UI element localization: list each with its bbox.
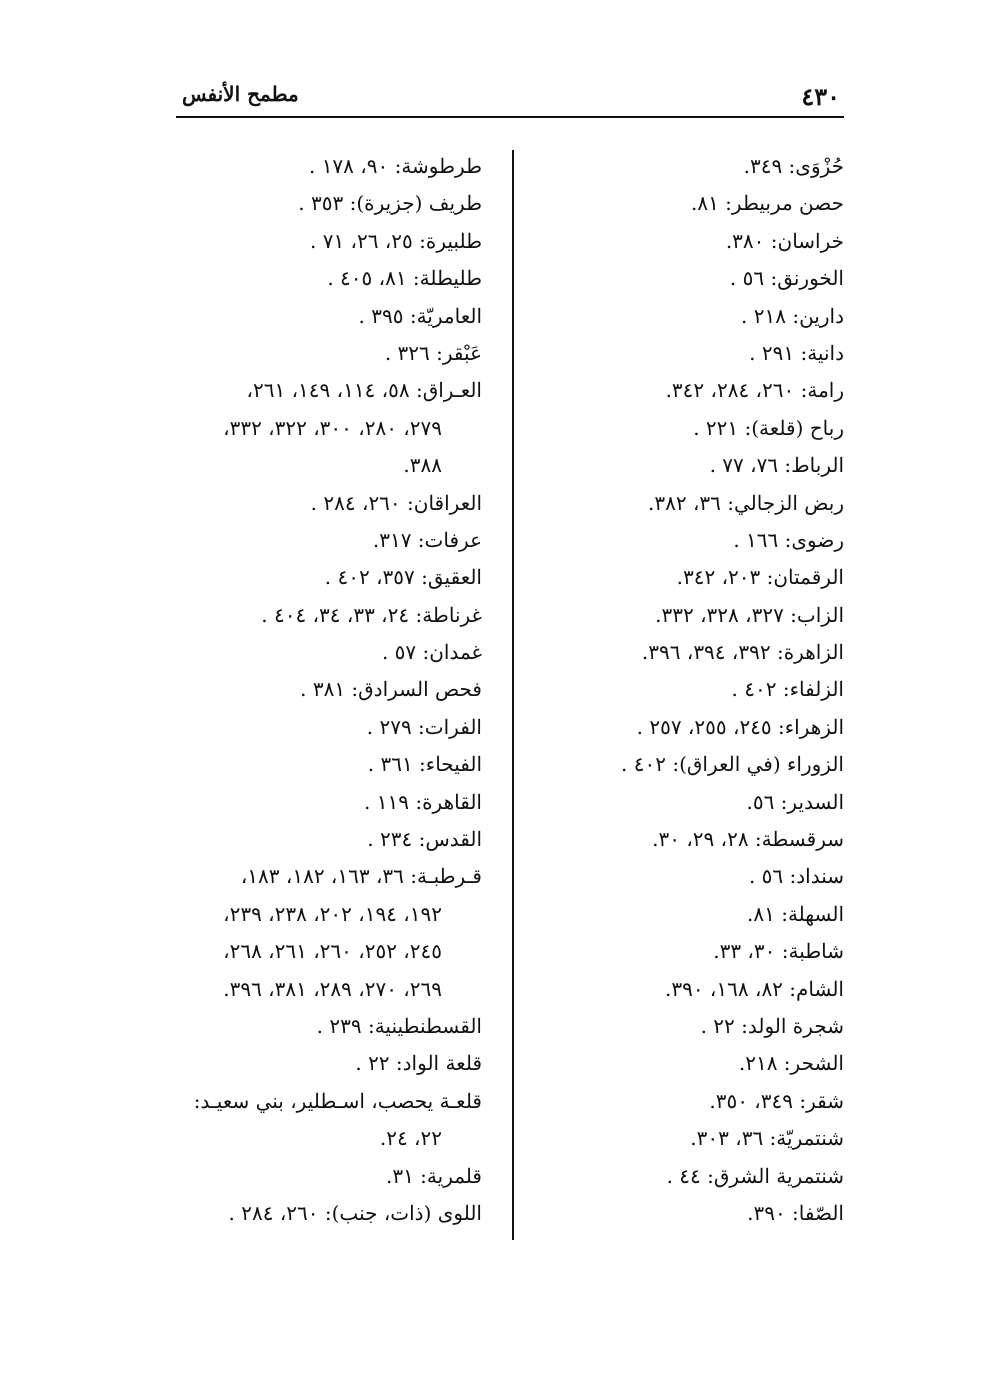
index-entry: قـرطبـة: ٣٦، ١٦٣، ١٨٢، ١٨٣، xyxy=(240,864,482,889)
index-entry: الزلفاء: ٤٠٢ . xyxy=(731,677,844,702)
index-entry: قلمرية: ٣١. xyxy=(385,1163,482,1188)
index-entry: حُزْوَى: ٣٤٩. xyxy=(743,154,844,178)
page-number: ٤٣٠ xyxy=(801,82,840,111)
index-entry: الفرات: ٢٧٩ . xyxy=(366,714,482,739)
index-entry: طرطوشة: ٩٠، ١٧٨ . xyxy=(308,154,482,178)
index-entry-continuation: ٢٤٥، ٢٥٢، ٢٦٠، ٢٦١، ٢٦٨، xyxy=(223,939,442,964)
index-entry: الرقمتان: ٢٠٣، ٣٤٢. xyxy=(676,565,844,590)
index-entry: غرناطة: ٢٤، ٣٣، ٣٤، ٤٠٤ . xyxy=(261,602,482,627)
running-title: مطمح الأنفس xyxy=(182,82,299,106)
index-entry: الزهراء: ٢٤٥، ٢٥٥، ٢٥٧ . xyxy=(636,714,844,739)
index-entry: سنداد: ٥٦ . xyxy=(748,864,844,889)
index-entry: فحص السرادق: ٣٨١ . xyxy=(300,677,482,702)
index-entry: شقر: ٣٤٩، ٣٥٠. xyxy=(709,1088,844,1113)
index-entry: الخورنق: ٥٦ . xyxy=(729,266,844,291)
index-entry: خراسان: ٣٨٠. xyxy=(725,228,844,253)
index-entry-continuation: ١٩٢، ١٩٤، ٢٠٢، ٢٣٨، ٢٣٩، xyxy=(223,901,442,926)
index-entry: السهلة: ٨١. xyxy=(747,901,844,926)
index-entry-continuation: ٢٢، ٢٤. xyxy=(379,1126,442,1151)
index-entry: العامريّة: ٣٩٥ . xyxy=(358,303,482,328)
page-header xyxy=(176,78,844,118)
index-entry: شنتمريّة: ٣٦، ٣٠٣. xyxy=(690,1126,844,1151)
index-entry: السدير: ٥٦. xyxy=(746,789,844,814)
index-entry: العراقان: ٢٦٠، ٢٨٤ . xyxy=(310,490,482,515)
index-entry: الزاب: ٣٢٧، ٣٢٨، ٣٣٢. xyxy=(655,602,844,627)
index-entry: عرفات: ٣١٧. xyxy=(372,527,482,552)
index-entry: ربض الزجالي: ٣٦، ٣٨٢. xyxy=(648,490,844,515)
index-entry: شاطبة: ٣٠، ٣٣. xyxy=(713,939,844,964)
index-entry: شجرة الولد: ٢٢ . xyxy=(700,1013,844,1038)
index-entry: الزوراء (في العراق): ٤٠٢ . xyxy=(621,752,844,777)
index-entry: الزاهرة: ٣٩٢، ٣٩٤، ٣٩٦. xyxy=(641,640,844,665)
index-entry: العقيق: ٣٥٧، ٤٠٢ . xyxy=(324,565,482,590)
index-entry: رضوى: ١٦٦ . xyxy=(733,527,844,552)
index-entry: الرباط: ٧٦، ٧٧ . xyxy=(709,453,844,478)
index-entry: القاهرة: ١١٩ . xyxy=(364,789,482,814)
index-entry: العـراق: ٥٨، ١١٤، ١٤٩، ٢٦١، xyxy=(246,378,482,403)
index-entry: القسطنطينية: ٢٣٩ . xyxy=(316,1013,482,1038)
index-entry-continuation: ٣٨٨. xyxy=(403,453,442,478)
index-entry-continuation: ٢٧٩، ٢٨٠، ٣٠٠، ٣٢٢، ٣٣٢، xyxy=(223,415,442,440)
index-entry: الفيحاء: ٣٦١ . xyxy=(367,752,482,777)
index-column-left xyxy=(152,148,482,1232)
index-entry: قلعـة يحصب، اسـطلير، بني سعيـد: xyxy=(193,1088,482,1113)
index-entry: شنتمرية الشرق: ٤٤ . xyxy=(666,1163,844,1188)
index-entry: دانية: ٢٩١ . xyxy=(749,340,844,365)
index-column-right xyxy=(524,148,844,1232)
index-entry: اللوى (ذات، جنب): ٢٦٠، ٢٨٤ . xyxy=(228,1200,482,1225)
index-entry: دارين: ٢١٨ . xyxy=(741,303,844,328)
index-entry: طريف (جزيرة): ٣٥٣ . xyxy=(298,191,482,216)
index-entry: الشام: ٨٢، ١٦٨، ٣٩٠. xyxy=(664,976,844,1001)
index-entry: حصن مربيطر: ٨١. xyxy=(690,191,844,216)
index-entry: سرقسطة: ٢٨، ٢٩، ٣٠. xyxy=(652,827,844,852)
index-entry: قلعة الواد: ٢٢ . xyxy=(355,1051,482,1076)
index-entry: رباح (قلعة): ٢٢١ . xyxy=(693,415,844,440)
index-entry: القدس: ٢٣٤ . xyxy=(367,827,482,852)
column-divider xyxy=(512,150,514,1240)
index-entry: رامة: ٢٦٠، ٢٨٤، ٣٤٢. xyxy=(665,378,844,403)
index-entry-continuation: ٢٦٩، ٢٧٠، ٢٨٩، ٣٨١، ٣٩٦. xyxy=(223,976,442,1001)
index-entry: الشحر: ٢١٨. xyxy=(738,1051,844,1076)
index-entry: الصّفا: ٣٩٠. xyxy=(747,1200,844,1225)
index-entry: طلبيرة: ٢٥، ٢٦، ٧١ . xyxy=(309,228,482,253)
index-entry: غمدان: ٥٧ . xyxy=(381,640,482,665)
index-entry: طليطلة: ٨١، ٤٠٥ . xyxy=(327,266,482,291)
index-entry: عَبْقر: ٣٢٦ . xyxy=(384,340,482,365)
